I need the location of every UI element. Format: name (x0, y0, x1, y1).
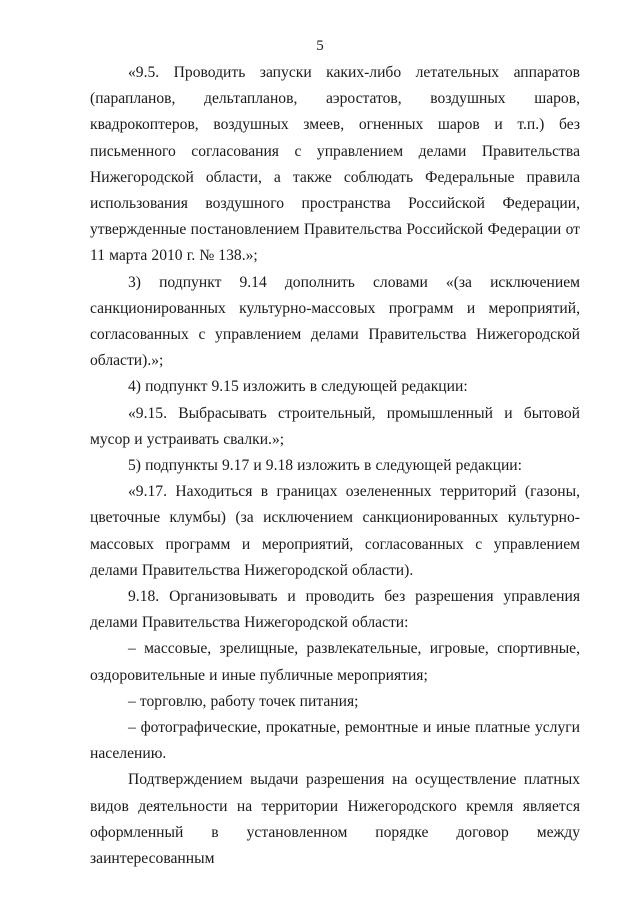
paragraph-amendment-4: 4) подпункт 9.15 изложить в следующей редакции: (128, 378, 468, 396)
paragraph-9-17: «9.17. Находиться в границах озелененных территорий (газоны, цветочные клумбы) (за исключением санкционированных культурно-массовых программ и мероприятий, согласованных с управлением делами Правительства Нижегородской области). (90, 483, 580, 579)
paragraph-amendment-5: 5) подпункты 9.17 и 9.18 изложить в следующей редакции: (128, 457, 522, 475)
document-body (90, 60, 580, 872)
paragraph-9-15: «9.15. Выбрасывать строительный, промышленный и бытовой мусор и устраивать свалки.»; (90, 404, 580, 448)
list-item-trade: – торговлю, работу точек питания; (128, 692, 359, 710)
paragraph-amendment-3: 3) подпункт 9.14 дополнить словами «(за исключением санкционированных культурно-массовых программ и мероприятий, согласованных с управлением делами Правительства Нижегородской области).»; (90, 273, 580, 370)
list-item-paid-services: – фотографические, прокатные, ремонтные и иные платные услуги населению. (90, 719, 580, 763)
paragraph-9-5: «9.5. Проводить запуски каких-либо летательных аппаратов (парапланов, дельтапланов, аэростатов, воздушных шаров, квадрокоптеров, воздушных змеев, огненных шаров и т.п.) без письменного согласования с управлением делами Правительства Нижегородской области, а также соблюдать Федеральные правила использования воздушного пространства Российской Федерации, утвержденные постановлением Правительства Российской Федерации от 11 марта 2010 г. № 138.»; (90, 64, 580, 265)
paragraph-9-18: 9.18. Организовывать и проводить без разрешения управления делами Правительства Нижегородской области: (90, 588, 580, 632)
paragraph-permit-confirmation: Подтверждением выдачи разрешения на осуществление платных видов деятельности на территории Нижегородского кремля является оформленный в установленном порядке договор между заинтересованным (90, 771, 580, 868)
list-item-public-events: – массовые, зрелищные, развлекательные, игровые, спортивные, оздоровительные и иные публичные мероприятия; (90, 640, 580, 684)
page-number: 5 (316, 38, 324, 54)
